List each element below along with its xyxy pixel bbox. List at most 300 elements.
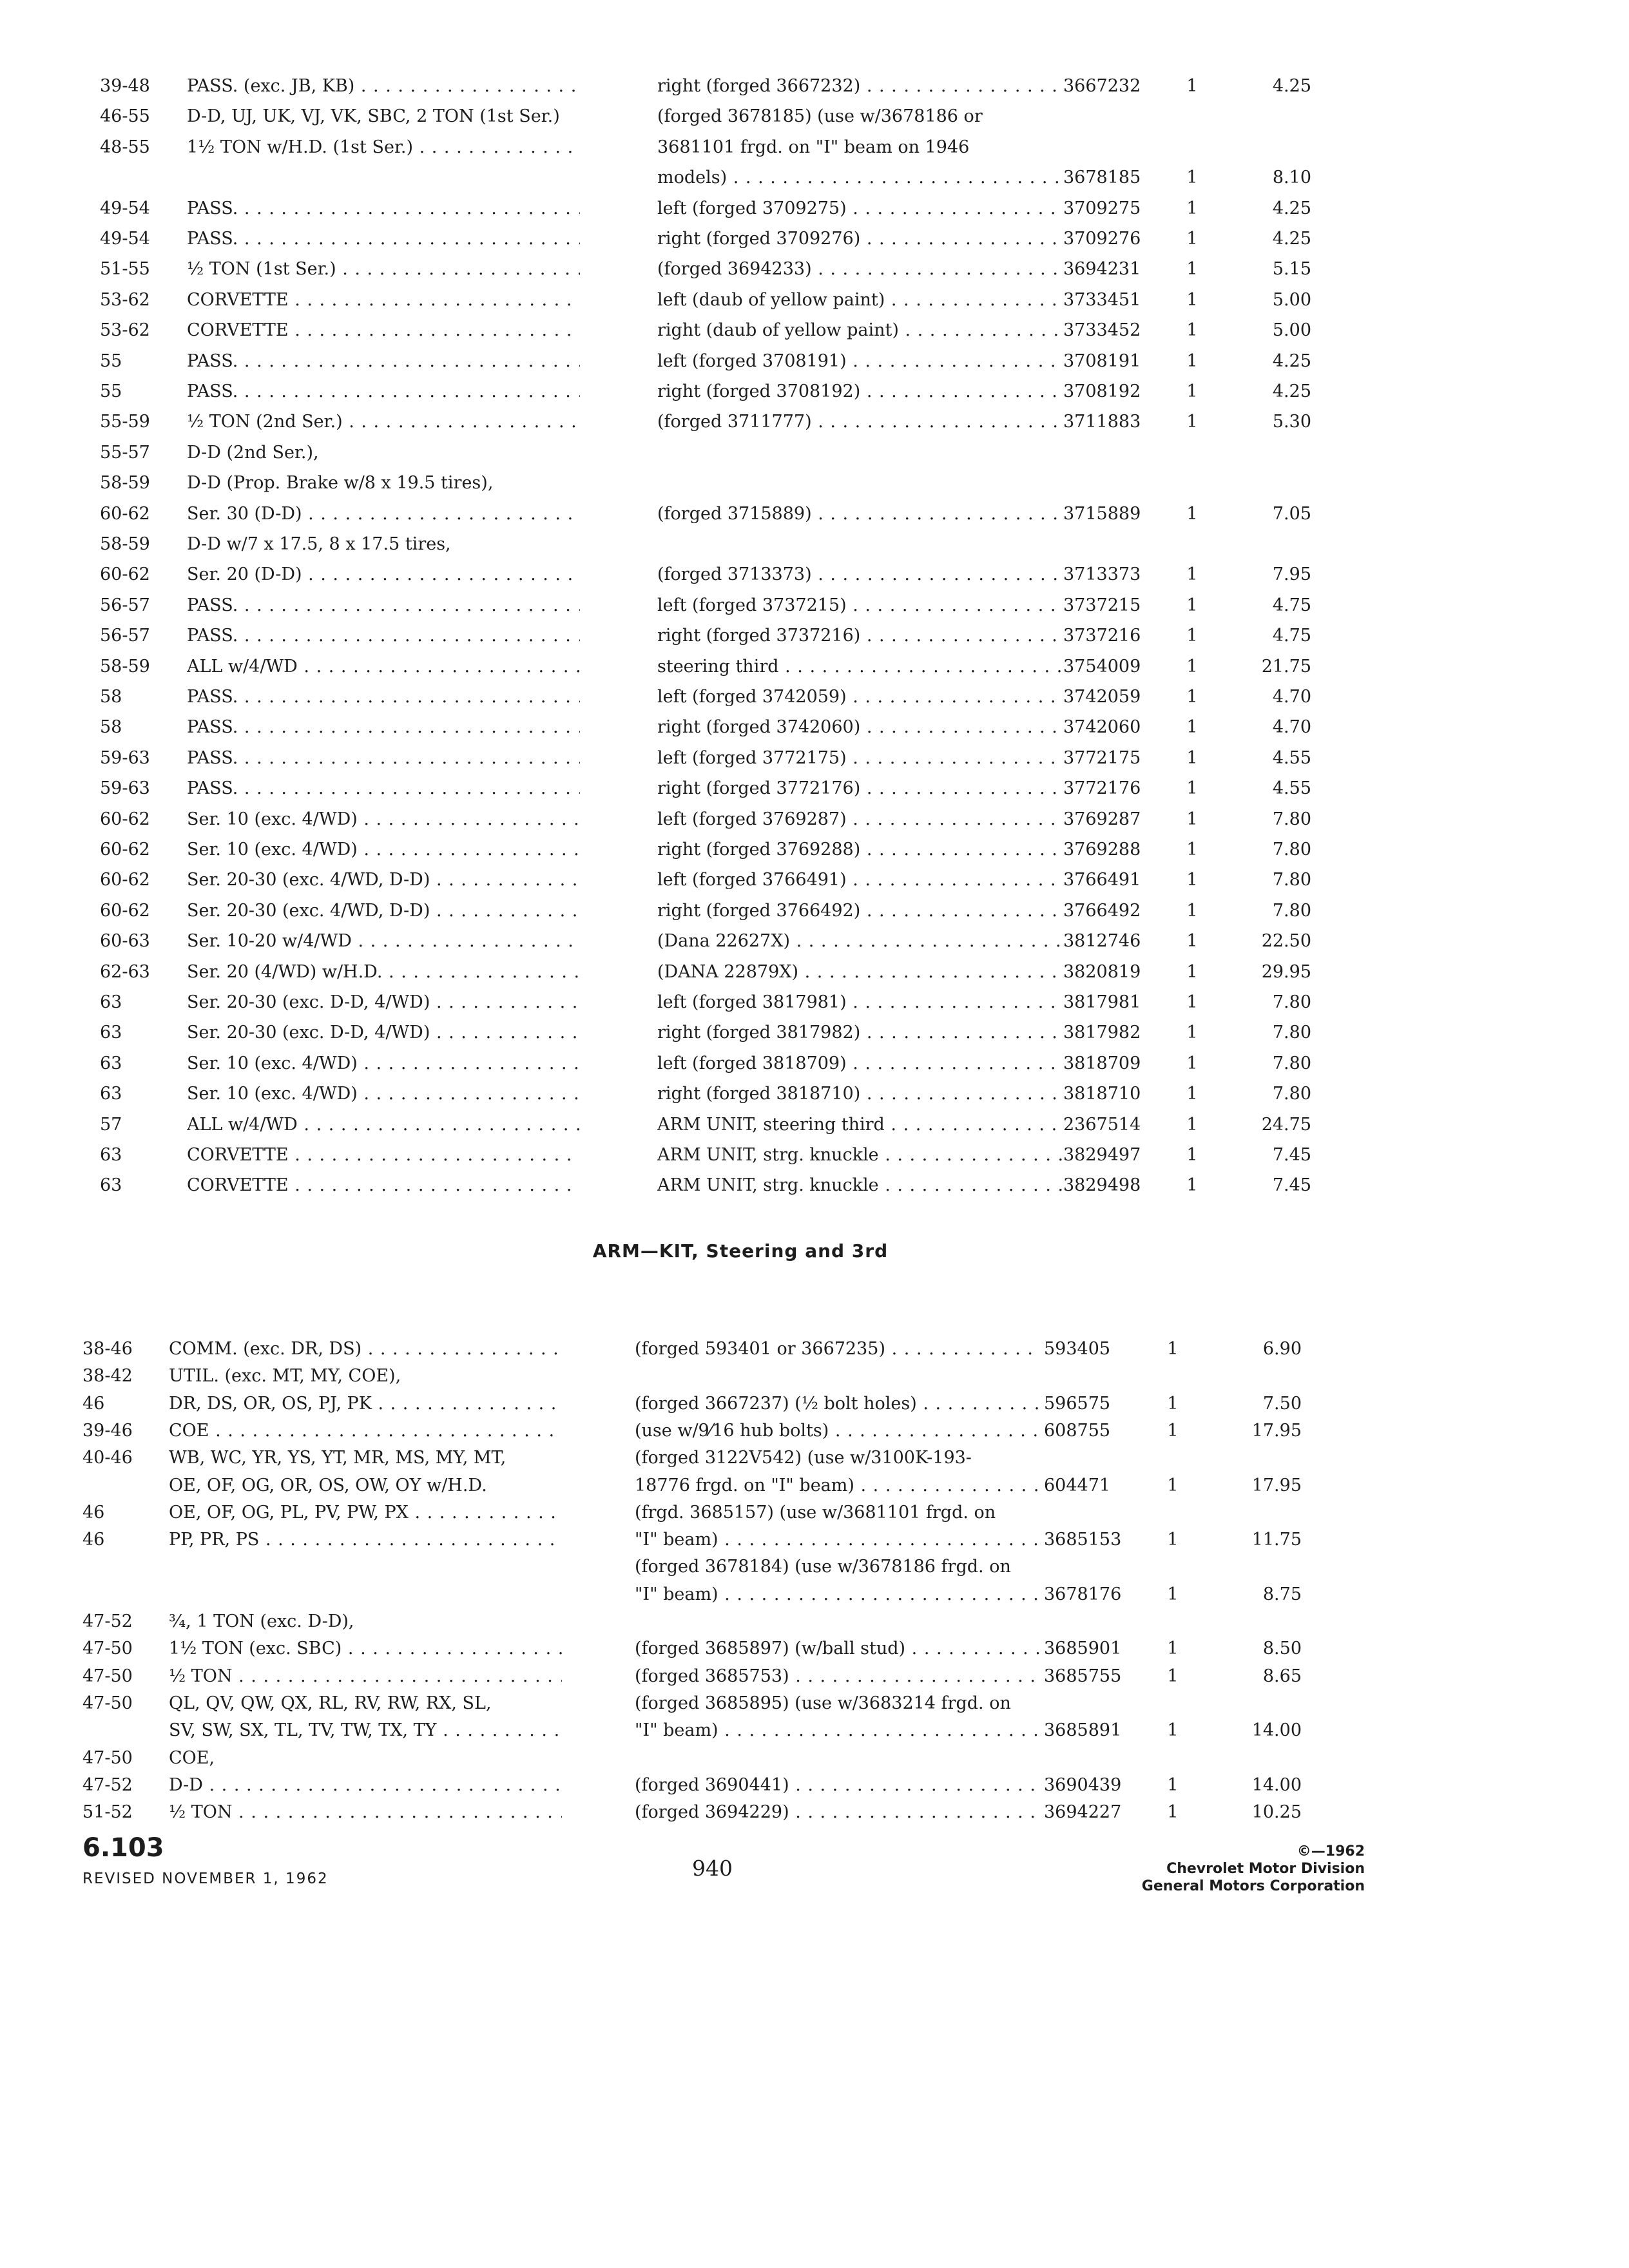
year-cell: 60-62 (100, 503, 150, 524)
year-cell: 46-55 (100, 106, 150, 127)
year-cell: 60-62 (100, 840, 150, 860)
description-cell: "I" beam) . . . (635, 1715, 1041, 1746)
price-cell: 7.80 (1272, 1053, 1311, 1073)
quantity-cell: 1 (1186, 1053, 1198, 1073)
description-cell: left (forged 3766491) . . . (657, 865, 1063, 896)
year-cell: 38-42 (82, 1366, 133, 1387)
model-cell: DR, DS, OR, OS, PJ, PK . . . (169, 1389, 562, 1419)
year-cell: 47-52 (82, 1774, 133, 1795)
description-cell: (frgd. 3685157) (use w/3681101 frgd. on (635, 1502, 996, 1523)
description-cell: "I" beam) . . . (635, 1579, 1041, 1610)
price-cell: 5.00 (1272, 289, 1311, 310)
price-cell: 14.00 (1251, 1720, 1302, 1741)
year-cell: 59-63 (100, 747, 150, 768)
part-number-cell: 3772175 (1063, 747, 1141, 768)
model-cell: COE, (169, 1747, 215, 1768)
price-cell: 17.95 (1251, 1420, 1302, 1441)
table-row (0, 559, 1629, 590)
year-cell: 47-50 (82, 1639, 133, 1659)
model-cell: Ser. 10 (exc. 4/WD) . . . (187, 1048, 580, 1079)
year-cell: 38-46 (82, 1339, 133, 1359)
description-cell: right (forged 3817982) . . . (657, 1017, 1063, 1048)
price-cell: 7.50 (1262, 1393, 1302, 1414)
part-number-cell: 3685755 (1044, 1666, 1122, 1686)
model-cell: CORVETTE . . . (187, 1170, 580, 1201)
price-cell: 4.25 (1272, 351, 1311, 371)
part-number-cell: 3685153 (1044, 1530, 1122, 1550)
price-cell: 29.95 (1261, 961, 1311, 982)
table-row (0, 1470, 1629, 1501)
description-cell: (forged 3694229) . . . (635, 1797, 1041, 1828)
year-cell: 57 (100, 1114, 122, 1135)
model-cell: D-D, UJ, UK, VJ, VK, SBC, 2 TON (1st Ser.) (187, 106, 560, 127)
description-cell: (forged 3713373) . . . (657, 559, 1063, 590)
table-row (0, 1633, 1629, 1664)
price-cell: 4.70 (1272, 717, 1311, 738)
quantity-cell: 1 (1186, 503, 1198, 524)
model-cell: COMM. (exc. DR, DS) . . . (169, 1334, 562, 1365)
description-cell: left (forged 3737215) . . . (657, 590, 1063, 621)
year-cell: 53-62 (100, 320, 150, 341)
model-cell: WB, WC, YR, YS, YT, MR, MS, MY, MT, (169, 1448, 506, 1468)
table-row (0, 315, 1629, 346)
table-row (0, 1688, 1629, 1719)
description-cell: right (forged 3737216) . . . (657, 620, 1063, 651)
quantity-cell: 1 (1186, 289, 1198, 310)
year-cell: 47-50 (82, 1747, 133, 1768)
year-cell: 39-48 (100, 76, 150, 96)
table-row (0, 834, 1629, 865)
description-cell: models) . . . (657, 162, 1063, 193)
price-cell: 4.55 (1272, 747, 1311, 768)
description-cell: (forged 3685753) . . . (635, 1661, 1041, 1692)
price-cell: 4.75 (1272, 626, 1311, 646)
quantity-cell: 1 (1186, 564, 1198, 585)
table-row (0, 224, 1629, 255)
price-cell: 4.25 (1272, 76, 1311, 96)
price-cell: 4.75 (1272, 595, 1311, 615)
part-number-cell: 3820819 (1063, 961, 1141, 982)
model-cell: PASS. . . . (187, 620, 580, 651)
year-cell: 47-50 (82, 1666, 133, 1686)
model-cell: Ser. 10 (exc. 4/WD) . . . (187, 804, 580, 835)
part-number-cell: 3737215 (1063, 595, 1141, 615)
description-cell: left (forged 3818709) . . . (657, 1048, 1063, 1079)
year-cell: 63 (100, 1023, 122, 1043)
description-cell: right (forged 3766492) . . . (657, 896, 1063, 927)
year-cell: 49-54 (100, 229, 150, 249)
quantity-cell: 1 (1186, 1114, 1198, 1135)
quantity-cell: 1 (1186, 168, 1198, 188)
model-cell: D-D . . . (169, 1770, 562, 1801)
table-row (0, 71, 1629, 102)
year-cell: 39-46 (82, 1420, 133, 1441)
part-number-cell: 3766491 (1063, 870, 1141, 890)
table-row (0, 620, 1629, 651)
table-row (0, 1579, 1629, 1610)
price-cell: 5.00 (1272, 320, 1311, 341)
price-cell: 4.25 (1272, 229, 1311, 249)
part-number-cell: 3817982 (1063, 1023, 1141, 1043)
price-cell: 7.45 (1272, 1175, 1311, 1196)
table-row (0, 437, 1629, 468)
copyright-year: ©—1962 (1296, 1843, 1365, 1860)
description-cell: left (forged 3709275) . . . (657, 193, 1063, 224)
model-cell: CORVETTE . . . (187, 1140, 580, 1171)
part-number-cell: 3715889 (1063, 503, 1141, 524)
part-number-cell: 3742060 (1063, 717, 1141, 738)
table-row (0, 346, 1629, 377)
model-cell: ¾, 1 TON (exc. D-D), (169, 1611, 354, 1631)
quantity-cell: 1 (1167, 1584, 1179, 1604)
quantity-cell: 1 (1186, 381, 1198, 401)
quantity-cell: 1 (1186, 320, 1198, 341)
table-row (0, 1334, 1629, 1365)
table-row (0, 651, 1629, 682)
description-cell: "I" beam) . . . (635, 1524, 1041, 1555)
price-cell: 22.50 (1261, 931, 1311, 952)
part-number-cell: 3667232 (1063, 76, 1141, 96)
year-cell: 56-57 (100, 595, 150, 615)
table-row (0, 529, 1629, 560)
quantity-cell: 1 (1186, 778, 1198, 799)
model-cell: Ser. 30 (D-D) . . . (187, 499, 580, 530)
part-number-cell: 3818710 (1063, 1084, 1141, 1104)
price-cell: 5.15 (1272, 259, 1311, 280)
copyright-division: Chevrolet Motor Division (1166, 1861, 1365, 1877)
table-row (0, 1048, 1629, 1079)
year-cell: 48-55 (100, 137, 150, 157)
part-number-cell: 3733452 (1063, 320, 1141, 341)
price-cell: 8.10 (1272, 168, 1311, 188)
table-row (0, 773, 1629, 804)
price-cell: 4.70 (1272, 687, 1311, 707)
year-cell: 62-63 (100, 961, 150, 982)
section-heading-text: ARM—KIT, Steering and 3rd (592, 1240, 889, 1262)
table-row (0, 1497, 1629, 1528)
table-row (0, 1140, 1629, 1171)
table-row (0, 1017, 1629, 1048)
price-cell: 4.25 (1272, 381, 1311, 401)
model-cell: PASS. . . . (187, 590, 580, 621)
model-cell: COE . . . (169, 1416, 562, 1446)
model-cell: ALL w/4/WD . . . (187, 1110, 580, 1140)
description-cell: right (forged 3667232) . . . (657, 71, 1063, 102)
table-row (0, 1552, 1629, 1582)
part-number-cell: 604471 (1044, 1475, 1111, 1495)
model-cell: CORVETTE . . . (187, 315, 580, 346)
model-cell: PASS. . . . (187, 193, 580, 224)
year-cell: 63 (100, 1084, 122, 1104)
model-cell: PASS. (exc. JB, KB) . . . (187, 71, 580, 102)
model-cell: Ser. 10 (exc. 4/WD) . . . (187, 834, 580, 865)
part-number-cell: 3817981 (1063, 992, 1141, 1012)
table-row (0, 1661, 1629, 1692)
table-row (0, 712, 1629, 743)
model-cell: UTIL. (exc. MT, MY, COE), (169, 1366, 401, 1387)
description-cell: (forged 3667237) (½ bolt holes) . . . (635, 1389, 1041, 1419)
model-cell: PP, PR, PS . . . (169, 1524, 562, 1555)
year-cell: 60-63 (100, 931, 150, 952)
year-cell: 60-62 (100, 900, 150, 921)
year-cell: 51-52 (82, 1802, 133, 1823)
table-row (0, 896, 1629, 927)
year-cell: 51-55 (100, 259, 150, 280)
price-cell: 10.25 (1251, 1802, 1302, 1823)
part-number-cell: 3713373 (1063, 564, 1141, 585)
quantity-cell: 1 (1186, 259, 1198, 280)
year-cell: 46 (82, 1502, 105, 1523)
part-number-cell: 3694227 (1044, 1802, 1122, 1823)
table-row (0, 926, 1629, 957)
price-cell: 7.80 (1272, 992, 1311, 1012)
quantity-cell: 1 (1186, 992, 1198, 1012)
model-cell: Ser. 10 (exc. 4/WD) . . . (187, 1079, 580, 1110)
year-cell: 58-59 (100, 534, 150, 554)
year-cell: 58 (100, 687, 122, 707)
part-number-cell: 3678176 (1044, 1584, 1122, 1604)
quantity-cell: 1 (1167, 1420, 1179, 1441)
model-cell: ALL w/4/WD . . . (187, 651, 580, 682)
model-cell: OE, OF, OG, PL, PV, PW, PX . . . (169, 1497, 562, 1528)
quantity-cell: 1 (1186, 412, 1198, 432)
year-cell: 58-59 (100, 656, 150, 677)
year-cell: 55-57 (100, 442, 150, 463)
model-cell: PASS. . . . (187, 773, 580, 804)
part-number-cell: 3742059 (1063, 687, 1141, 707)
price-cell: 11.75 (1251, 1530, 1302, 1550)
description-cell: (forged 3715889) . . . (657, 499, 1063, 530)
table-row (0, 590, 1629, 621)
part-number-cell: 3737216 (1063, 626, 1141, 646)
year-cell: 60-62 (100, 564, 150, 585)
table-row (0, 193, 1629, 224)
table-row (0, 743, 1629, 774)
quantity-cell: 1 (1186, 900, 1198, 921)
year-cell: 47-50 (82, 1693, 133, 1713)
model-cell: ½ TON (2nd Ser.) . . . (187, 407, 580, 437)
model-cell: PASS. . . . (187, 346, 580, 377)
model-cell: Ser. 20 (D-D) . . . (187, 559, 580, 590)
price-cell: 7.45 (1272, 1145, 1311, 1165)
table-row (0, 1170, 1629, 1201)
description-cell: right (daub of yellow paint) . . . (657, 315, 1063, 346)
table-row (0, 376, 1629, 407)
table-row (0, 1715, 1629, 1746)
quantity-cell: 1 (1167, 1720, 1179, 1741)
copyright-block (1142, 1843, 1365, 1895)
description-cell: right (forged 3742060) . . . (657, 712, 1063, 743)
section-heading (0, 1240, 1629, 1262)
quantity-cell: 1 (1186, 198, 1198, 218)
description-cell: left (forged 3769287) . . . (657, 804, 1063, 835)
year-cell: 47-52 (82, 1611, 133, 1631)
part-number-cell: 3812746 (1063, 931, 1141, 952)
quantity-cell: 1 (1186, 961, 1198, 982)
model-cell: ½ TON . . . (169, 1661, 562, 1692)
part-number-cell: 3685901 (1044, 1639, 1122, 1659)
description-cell: (forged 3690441) . . . (635, 1770, 1041, 1801)
description-cell: left (daub of yellow paint) . . . (657, 285, 1063, 316)
table-row (0, 101, 1629, 132)
price-cell: 8.50 (1262, 1639, 1302, 1659)
description-cell: 18776 frgd. on "I" beam) . . . (635, 1470, 1041, 1501)
page-number: 940 (692, 1856, 733, 1881)
price-cell: 6.90 (1262, 1339, 1302, 1359)
description-cell: (forged 3678184) (use w/3678186 frgd. on (635, 1557, 1011, 1577)
year-cell: 56-57 (100, 626, 150, 646)
quantity-cell: 1 (1186, 1084, 1198, 1104)
table-row (0, 1524, 1629, 1555)
year-cell: 63 (100, 1053, 122, 1073)
quantity-cell: 1 (1167, 1802, 1179, 1823)
quantity-cell: 1 (1186, 840, 1198, 860)
table-row (0, 1743, 1629, 1774)
part-number-cell: 3766492 (1063, 900, 1141, 921)
year-cell: 46 (82, 1393, 105, 1414)
table-row (0, 865, 1629, 896)
quantity-cell: 1 (1167, 1774, 1179, 1795)
description-cell: 3681101 frgd. on "I" beam on 1946 (657, 137, 970, 157)
table-row (0, 254, 1629, 285)
year-cell: 46 (82, 1530, 105, 1550)
table-row (0, 1797, 1629, 1828)
model-cell: PASS. . . . (187, 682, 580, 713)
model-cell: D-D (Prop. Brake w/8 x 19.5 tires), (187, 473, 494, 494)
description-cell: left (forged 3772175) . . . (657, 743, 1063, 774)
price-cell: 4.25 (1272, 198, 1311, 218)
quantity-cell: 1 (1186, 1023, 1198, 1043)
part-number-cell: 2367514 (1063, 1114, 1141, 1135)
table-row (0, 1770, 1629, 1801)
table-row (0, 804, 1629, 835)
model-cell: Ser. 20-30 (exc. D-D, 4/WD) . . . (187, 1017, 580, 1048)
part-number-cell: 3733451 (1063, 289, 1141, 310)
part-number-cell: 3711883 (1063, 412, 1141, 432)
description-cell: (DANA 22879X) . . . (657, 957, 1063, 988)
year-cell: 53-62 (100, 289, 150, 310)
year-cell: 55 (100, 351, 122, 371)
description-cell: ARM UNIT, strg. knuckle . . . (657, 1140, 1063, 1171)
model-cell: QL, QV, QW, QX, RL, RV, RW, RX, SL, (169, 1693, 492, 1713)
model-cell: Ser. 20-30 (exc. 4/WD, D-D) . . . (187, 896, 580, 927)
table-row (0, 468, 1629, 499)
description-cell: right (forged 3708192) . . . (657, 376, 1063, 407)
quantity-cell: 1 (1167, 1666, 1179, 1686)
part-number-cell: 608755 (1044, 1420, 1111, 1441)
price-cell: 7.80 (1272, 809, 1311, 829)
table-row (0, 132, 1629, 163)
year-cell: 63 (100, 1145, 122, 1165)
quantity-cell: 1 (1167, 1639, 1179, 1659)
quantity-cell: 1 (1186, 595, 1198, 615)
description-cell: (forged 3694233) . . . (657, 254, 1063, 285)
table-row (0, 1361, 1629, 1392)
description-cell: (forged 593401 or 3667235) . . . (635, 1334, 1041, 1365)
quantity-cell: 1 (1186, 931, 1198, 952)
model-cell: 1½ TON w/H.D. (1st Ser.) . . . (187, 132, 580, 163)
quantity-cell: 1 (1186, 76, 1198, 96)
year-cell: 63 (100, 992, 122, 1012)
year-cell: 55 (100, 381, 122, 401)
description-cell: right (forged 3709276) . . . (657, 224, 1063, 255)
table-row (0, 407, 1629, 437)
quantity-cell: 1 (1186, 687, 1198, 707)
description-cell: ARM UNIT, strg. knuckle . . . (657, 1170, 1063, 1201)
model-cell: SV, SW, SX, TL, TV, TW, TX, TY . . . (169, 1715, 562, 1746)
table-row (0, 957, 1629, 988)
quantity-cell: 1 (1186, 747, 1198, 768)
year-cell: 40-46 (82, 1448, 133, 1468)
table-row (0, 987, 1629, 1018)
price-cell: 7.80 (1272, 1023, 1311, 1043)
table-row (0, 1110, 1629, 1140)
table-row (0, 1416, 1629, 1446)
model-cell: Ser. 20-30 (exc. 4/WD, D-D) . . . (187, 865, 580, 896)
price-cell: 7.05 (1272, 503, 1311, 524)
quantity-cell: 1 (1186, 656, 1198, 677)
price-cell: 24.75 (1261, 1114, 1311, 1135)
part-number-cell: 593405 (1044, 1339, 1111, 1359)
quantity-cell: 1 (1186, 1175, 1198, 1196)
model-cell: D-D w/7 x 17.5, 8 x 17.5 tires, (187, 534, 451, 554)
quantity-cell: 1 (1186, 717, 1198, 738)
table-row (0, 1443, 1629, 1474)
model-cell: Ser. 10-20 w/4/WD . . . (187, 926, 580, 957)
description-cell: right (forged 3772176) . . . (657, 773, 1063, 804)
description-cell: steering third . . . (657, 651, 1063, 682)
description-cell: (forged 3678185) (use w/3678186 or (657, 106, 983, 127)
description-cell: left (forged 3742059) . . . (657, 682, 1063, 713)
part-number-cell: 3769288 (1063, 840, 1141, 860)
description-cell: right (forged 3818710) . . . (657, 1079, 1063, 1110)
quantity-cell: 1 (1186, 870, 1198, 890)
quantity-cell: 1 (1167, 1530, 1179, 1550)
part-number-cell: 3709276 (1063, 229, 1141, 249)
price-cell: 14.00 (1251, 1774, 1302, 1795)
quantity-cell: 1 (1167, 1475, 1179, 1495)
part-number-cell: 3685891 (1044, 1720, 1122, 1741)
page-code: 6.103 (82, 1833, 164, 1863)
part-number-cell: 3769287 (1063, 809, 1141, 829)
description-cell: (forged 3685895) (use w/3683214 frgd. on (635, 1693, 1011, 1713)
quantity-cell: 1 (1167, 1339, 1179, 1359)
part-number-cell: 3694231 (1063, 259, 1141, 280)
part-number-cell: 3829497 (1063, 1145, 1141, 1165)
model-cell: D-D (2nd Ser.), (187, 442, 319, 463)
quantity-cell: 1 (1167, 1393, 1179, 1414)
year-cell: 49-54 (100, 198, 150, 218)
price-cell: 17.95 (1251, 1475, 1302, 1495)
table-row (0, 1389, 1629, 1419)
revision-date: REVISED NOVEMBER 1, 1962 (82, 1870, 329, 1887)
description-cell: (use w/9⁄16 hub bolts) . . . (635, 1416, 1041, 1446)
price-cell: 7.80 (1272, 1084, 1311, 1104)
year-cell: 63 (100, 1175, 122, 1196)
description-cell: left (forged 3817981) . . . (657, 987, 1063, 1018)
table-row (0, 162, 1629, 193)
description-cell: (forged 3685897) (w/ball stud) . . . (635, 1633, 1041, 1664)
part-number-cell: 3678185 (1063, 168, 1141, 188)
part-number-cell: 3708191 (1063, 351, 1141, 371)
price-cell: 5.30 (1272, 412, 1311, 432)
year-cell: 58 (100, 717, 122, 738)
part-number-cell: 3690439 (1044, 1774, 1122, 1795)
model-cell: 1½ TON (exc. SBC) . . . (169, 1633, 562, 1664)
model-cell: PASS. . . . (187, 743, 580, 774)
table-row (0, 499, 1629, 530)
table-row (0, 1079, 1629, 1110)
